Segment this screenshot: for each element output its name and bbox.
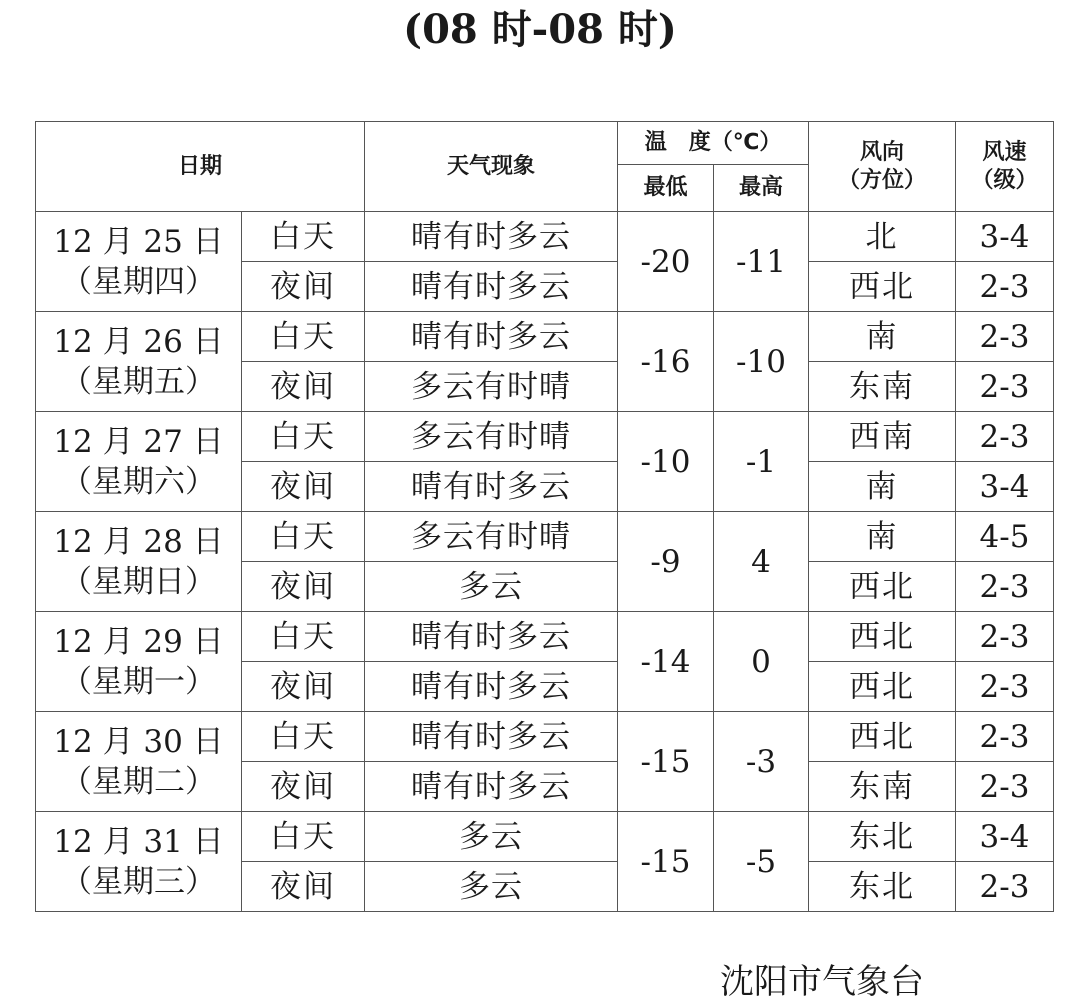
header-weather: 天气现象	[365, 122, 618, 212]
wind-speed-day: 3-4	[956, 212, 1054, 262]
period-night: 夜间	[242, 462, 365, 512]
date-cell	[36, 812, 242, 912]
date-cell	[36, 712, 242, 812]
wind-direction-day: 西北	[809, 612, 956, 662]
period-night: 夜间	[242, 562, 365, 612]
page-title: (08 时-08 时)	[403, 6, 677, 53]
wind-speed-night: 2-3	[956, 262, 1054, 312]
date-cell	[36, 312, 242, 412]
wind-direction-day: 南	[809, 512, 956, 562]
wind-direction-night: 南	[809, 462, 956, 512]
weather-day: 晴有时多云	[365, 612, 618, 662]
weekday-text: （星期日）	[61, 563, 216, 600]
wind-direction-day: 西北	[809, 712, 956, 762]
max-temp: 0	[714, 612, 809, 712]
period-day: 白天	[242, 512, 365, 562]
period-day: 白天	[242, 412, 365, 462]
weather-day: 多云有时晴	[365, 512, 618, 562]
table-row	[36, 412, 1054, 462]
table-row	[36, 312, 1054, 362]
period-day: 白天	[242, 812, 365, 862]
header-date: 日期	[36, 122, 365, 212]
date-cell	[36, 212, 242, 312]
wind-direction-night: 西北	[809, 562, 956, 612]
footer-organization: 沈阳市气象台	[720, 962, 924, 1002]
header-wind-direction-line2: （方位）	[838, 167, 927, 193]
min-temp: -15	[618, 712, 714, 812]
weather-night: 多云	[365, 562, 618, 612]
wind-speed-day: 2-3	[956, 612, 1054, 662]
wind-speed-night: 2-3	[956, 662, 1054, 712]
date-text: 12 月 25 日	[53, 223, 224, 260]
wind-speed-night: 2-3	[956, 862, 1054, 912]
table-row	[36, 712, 1054, 762]
date-text: 12 月 31 日	[53, 823, 224, 860]
wind-direction-night: 西北	[809, 662, 956, 712]
period-day: 白天	[242, 712, 365, 762]
max-temp: -1	[714, 412, 809, 512]
header-min-temp: 最低	[618, 165, 714, 212]
header-wind-speed	[956, 122, 1054, 212]
weather-night: 晴有时多云	[365, 662, 618, 712]
date-text: 12 月 29 日	[53, 623, 224, 660]
weekday-text: （星期四）	[61, 263, 216, 300]
date-text: 12 月 30 日	[53, 723, 224, 760]
wind-direction-day: 东北	[809, 812, 956, 862]
weather-day: 晴有时多云	[365, 312, 618, 362]
wind-direction-day: 南	[809, 312, 956, 362]
wind-speed-day: 2-3	[956, 712, 1054, 762]
weather-night: 晴有时多云	[365, 262, 618, 312]
wind-speed-day: 2-3	[956, 412, 1054, 462]
period-day: 白天	[242, 312, 365, 362]
date-text: 12 月 28 日	[53, 523, 224, 560]
period-day: 白天	[242, 212, 365, 262]
wind-speed-night: 2-3	[956, 362, 1054, 412]
wind-speed-day: 2-3	[956, 312, 1054, 362]
forecast-body	[36, 212, 1054, 912]
date-cell	[36, 612, 242, 712]
min-temp: -16	[618, 312, 714, 412]
max-temp: -11	[714, 212, 809, 312]
period-night: 夜间	[242, 362, 365, 412]
max-temp: -3	[714, 712, 809, 812]
weather-day: 晴有时多云	[365, 212, 618, 262]
header-wind-speed-line2: （级）	[971, 167, 1038, 193]
weekday-text: （星期二）	[61, 763, 216, 800]
wind-direction-night: 西北	[809, 262, 956, 312]
weather-day: 晴有时多云	[365, 712, 618, 762]
min-temp: -20	[618, 212, 714, 312]
weekday-text: （星期三）	[61, 863, 216, 900]
period-night: 夜间	[242, 762, 365, 812]
period-night: 夜间	[242, 262, 365, 312]
min-temp: -10	[618, 412, 714, 512]
date-cell	[36, 412, 242, 512]
table-row	[36, 812, 1054, 862]
wind-speed-night: 2-3	[956, 762, 1054, 812]
wind-direction-day: 西南	[809, 412, 956, 462]
weekday-text: （星期五）	[61, 363, 216, 400]
date-text: 12 月 27 日	[53, 423, 224, 460]
period-night: 夜间	[242, 662, 365, 712]
table-row	[36, 612, 1054, 662]
wind-direction-night: 东南	[809, 762, 956, 812]
weekday-text: （星期一）	[61, 663, 216, 700]
weather-night: 晴有时多云	[365, 762, 618, 812]
wind-speed-day: 3-4	[956, 812, 1054, 862]
weekday-text: （星期六）	[61, 463, 216, 500]
weather-night: 多云	[365, 862, 618, 912]
forecast-table	[35, 121, 1054, 912]
header-wind-direction	[809, 122, 956, 212]
weather-night: 晴有时多云	[365, 462, 618, 512]
header-wind-speed-line1: 风速	[982, 139, 1027, 165]
max-temp: -10	[714, 312, 809, 412]
wind-speed-day: 4-5	[956, 512, 1054, 562]
min-temp: -14	[618, 612, 714, 712]
table-row	[36, 212, 1054, 262]
wind-speed-night: 3-4	[956, 462, 1054, 512]
wind-direction-night: 东北	[809, 862, 956, 912]
header-max-temp: 最高	[714, 165, 809, 212]
period-day: 白天	[242, 612, 365, 662]
header-temperature: 温 度（℃）	[618, 122, 809, 165]
date-text: 12 月 26 日	[53, 323, 224, 360]
min-temp: -9	[618, 512, 714, 612]
wind-speed-night: 2-3	[956, 562, 1054, 612]
period-night: 夜间	[242, 862, 365, 912]
max-temp: 4	[714, 512, 809, 612]
date-cell	[36, 512, 242, 612]
table-row	[36, 512, 1054, 562]
weather-day: 多云	[365, 812, 618, 862]
min-temp: -15	[618, 812, 714, 912]
weather-day: 多云有时晴	[365, 412, 618, 462]
weather-night: 多云有时晴	[365, 362, 618, 412]
max-temp: -5	[714, 812, 809, 912]
wind-direction-day: 北	[809, 212, 956, 262]
wind-direction-night: 东南	[809, 362, 956, 412]
header-wind-direction-line1: 风向	[860, 139, 905, 165]
